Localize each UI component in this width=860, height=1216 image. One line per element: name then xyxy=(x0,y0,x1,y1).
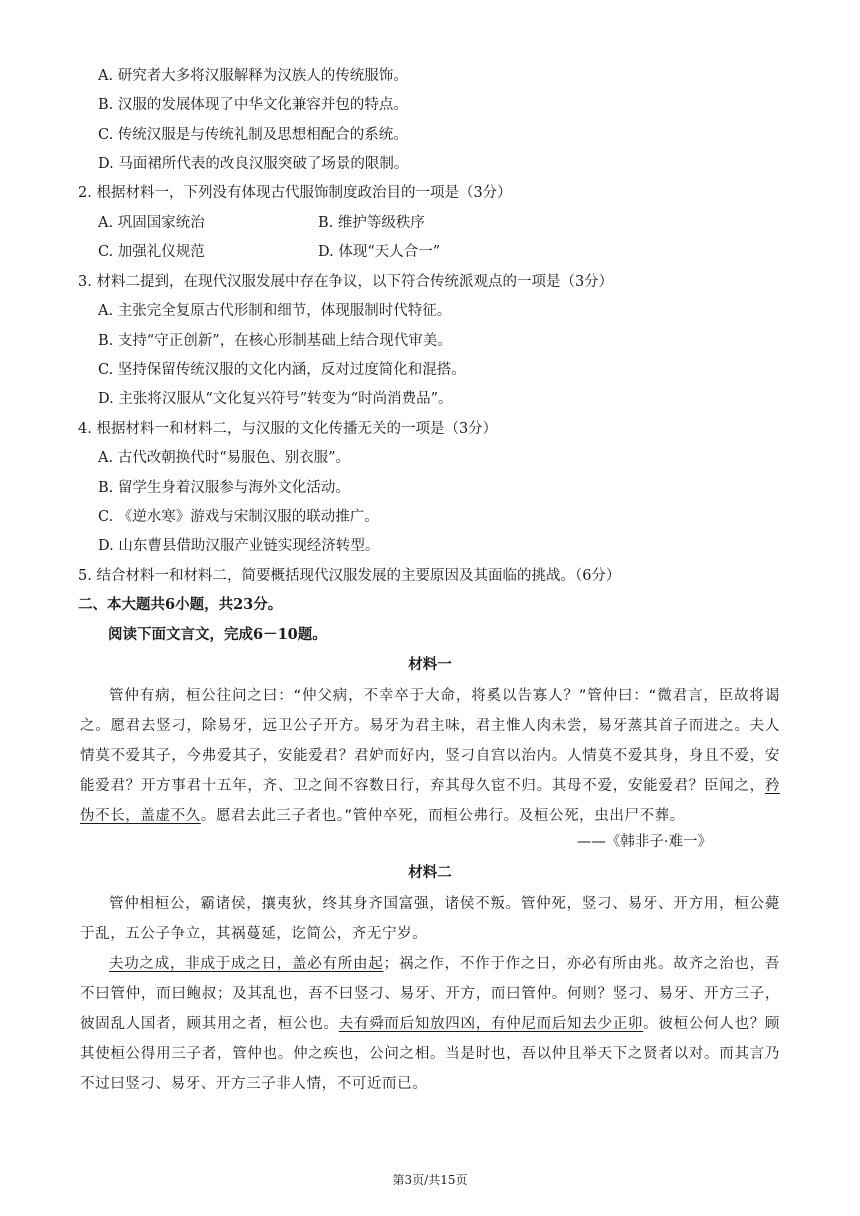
q1-option-d: D. 马面裙所代表的改良汉服突破了场景的限制。 xyxy=(98,156,409,172)
section2-heading: 二、本大题共6小题，共23分。 xyxy=(78,596,283,613)
q3-option-d: D. 主张将汉服从“文化复兴符号”转变为“时尚消费品”。 xyxy=(98,391,453,407)
q2-stem: 2. 根据材料一，下列没有体现古代服饰制度政治目的一项是（3分） xyxy=(78,185,512,201)
q3-option-c: C. 坚持保留传统汉服的文化内涵，反对过度简化和混搭。 xyxy=(98,362,466,378)
material2-underlined-phrase-2: 夫有舜而后知放四凶，有仲尼而后知去少正卯 xyxy=(338,1016,644,1032)
q3-option-a: A. 主张完全复原古代形制和细节，体现服制时代特征。 xyxy=(98,303,452,319)
material1-title: 材料一 xyxy=(408,656,452,673)
material1-source: ——《韩非子·难一》 xyxy=(576,834,712,850)
q1-option-b: B. 汉服的发展体现了中华文化兼容并包的特点。 xyxy=(98,97,408,113)
q2-option-d: D. 体现“天人合一” xyxy=(318,244,441,260)
q5-stem: 5. 结合材料一和材料二，简要概括现代汉服发展的主要原因及其面临的挑战。（6分） xyxy=(78,568,621,584)
page-number: 第3页/共15页 xyxy=(392,1173,468,1187)
q3-option-b: B. 支持“守正创新”，在核心形制基础上结合现代审美。 xyxy=(98,333,452,349)
material2-paragraph-2 xyxy=(80,949,780,1099)
material2-text-2: 。彼桓公何人也？顾其使桓公得用三子者，管仲也。仲之疾也，公问之相。当是时也，吾以仲且举天下之贤者以对。而其言乃不过曰竖刁、易牙、开方三子非人情，不可近而已。 xyxy=(80,1016,781,1092)
q4-stem: 4. 根据材料一和材料二，与汉服的文化传播无关的一项是（3分） xyxy=(78,421,498,437)
q2-option-a: A. 巩固国家统治 xyxy=(98,215,205,231)
q4-option-c: C. 《逆水寒》游戏与宋制汉服的联动推广。 xyxy=(98,509,379,525)
material1-underlined-phrase: 矜伪不长，盖虚不久 xyxy=(80,778,780,824)
material1-paragraph xyxy=(80,681,780,831)
material2-paragraph-1: 管仲相桓公，霸诸侯，攘夷狄，终其身齐国富强，诸侯不叛。管仲死，竖刁、易牙、开方用，桓公薨于乱，五公子争立，其祸蔓延，讫简公，齐无宁岁。 xyxy=(80,896,780,942)
q2-option-b: B. 维护等级秩序 xyxy=(318,215,425,231)
q4-option-a: A. 古代改朝换代时“易服色、别衣服”。 xyxy=(98,450,351,466)
material2-underlined-phrase-1: 夫功之成，非成于成之日，盖必有所由起 xyxy=(109,956,384,972)
section2-instruction: 阅读下面文言文，完成6－10题。 xyxy=(108,626,327,643)
material2-title: 材料二 xyxy=(408,864,452,881)
q1-option-c: C. 传统汉服是与传统礼制及思想相配合的系统。 xyxy=(98,127,408,143)
q4-option-d: D. 山东曹县借助汉服产业链实现经济转型。 xyxy=(98,538,380,554)
q4-option-b: B. 留学生身着汉服参与海外文化活动。 xyxy=(98,480,350,496)
q2-option-c: C. 加强礼仪规范 xyxy=(98,244,205,260)
material1-text-1: 管仲有病，桓公往问之曰：“仲父病，不幸卒于大命，将奚以告寡人？”管仲曰：“微君言，臣故将谒之。愿君去竖刁，除易牙，远卫公子开方。易牙为君主味，君主惟人肉未尝，易牙蒸其首子而进之。夫人情莫不爱其子，今弗爱其子，安能爱君？君妒而好内，竖刁自宫以治内。人情莫不爱其身，身且不爱，安能爱君？开方事君十五年，齐、卫之间不容数日行，弃其母久宦不归。其母不爱，安能爱君？臣闻之， xyxy=(80,688,780,794)
material1-text-2: 。愿君去此三子者也。”管仲卒死，而桓公弗行。及桓公死，虫出尸不葬。 xyxy=(200,808,685,824)
q3-stem: 3. 材料二提到，在现代汉服发展中存在争议，以下符合传统派观点的一项是（3分） xyxy=(78,274,614,290)
material2-text-1: ；祸之作，不作于作之日，亦必有所由兆。故齐之治也，吾不曰管仲，而曰鲍叔；及其乱也，吾不曰竖刁、易牙、开方，而曰管仲。何则？竖刁、易牙、开方三子，彼固乱人国者，顾其用之者，桓公也。 xyxy=(80,956,780,1032)
q1-option-a: A. 研究者大多将汉服解释为汉族人的传统服饰。 xyxy=(98,68,408,84)
